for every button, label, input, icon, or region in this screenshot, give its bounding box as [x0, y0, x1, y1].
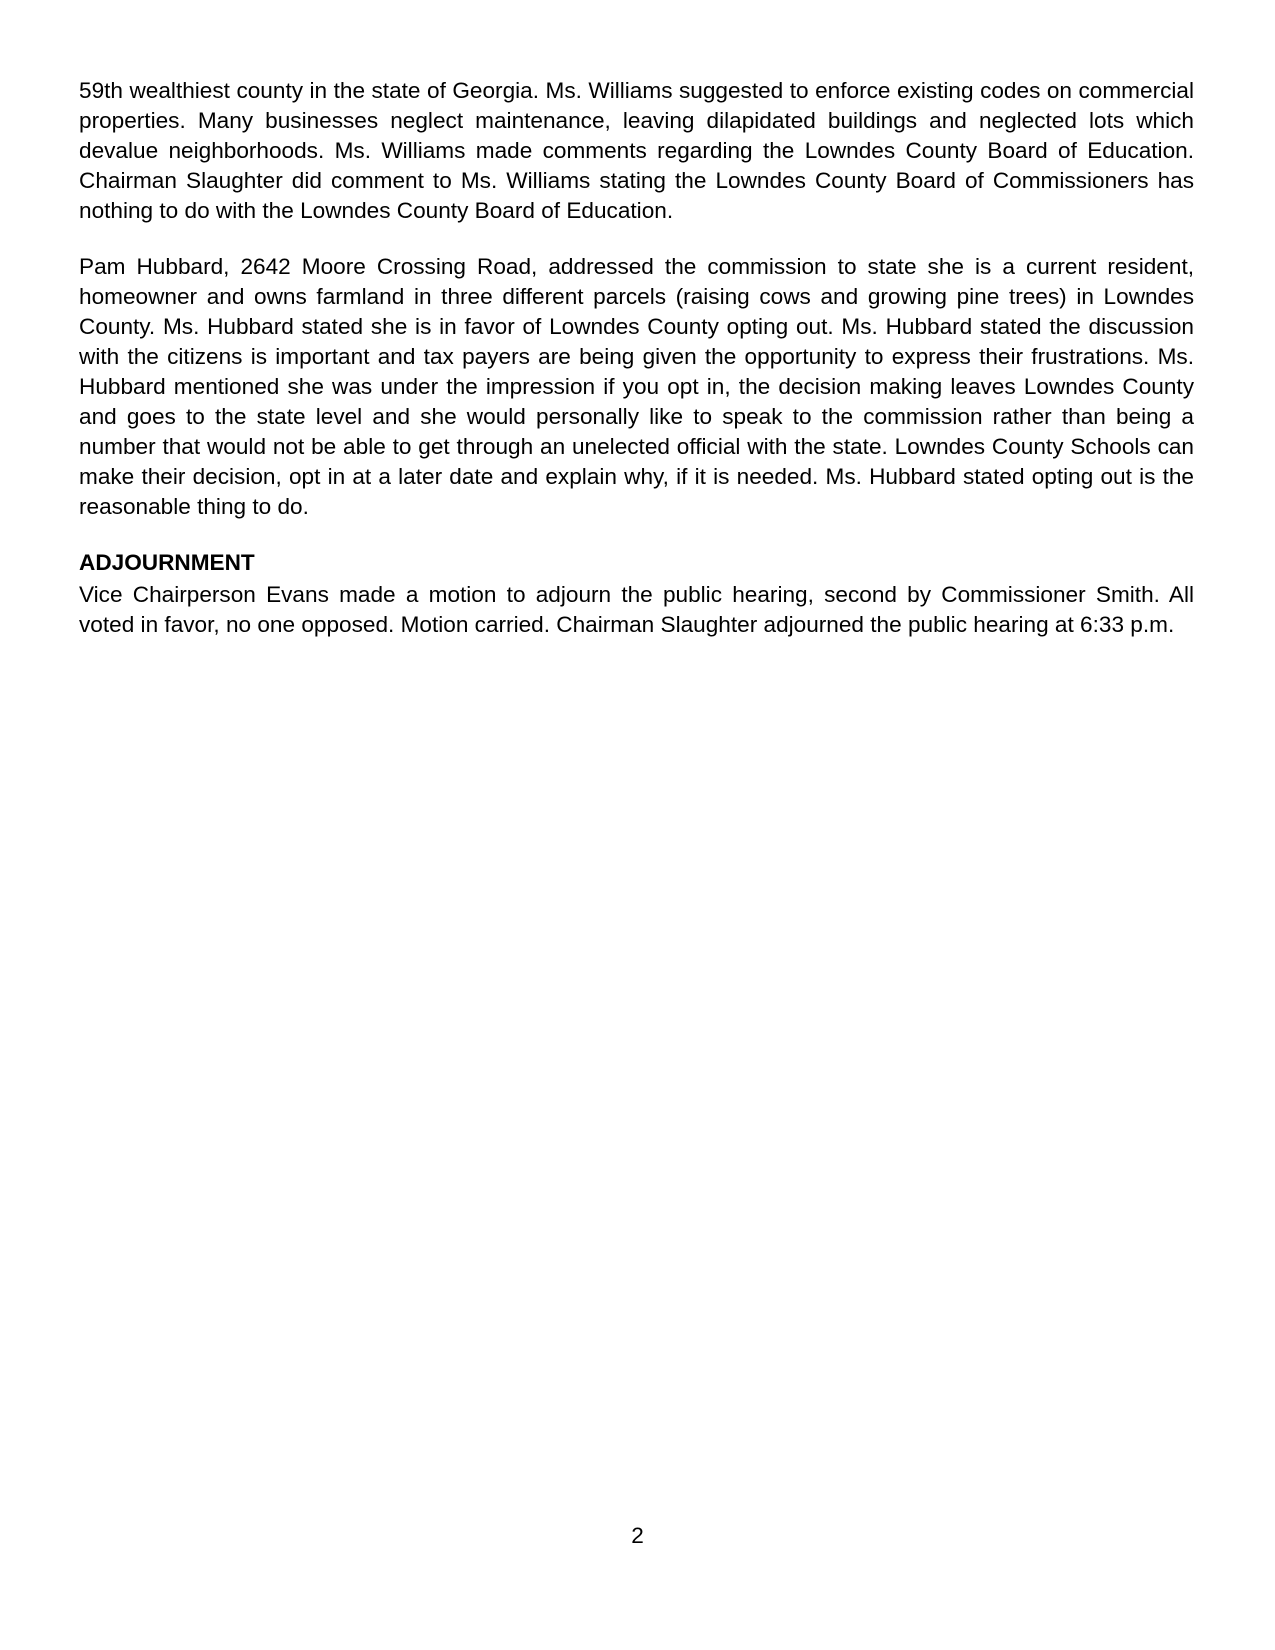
paragraph-williams-comments: 59th wealthiest county in the state of Georgia. Ms. Williams suggested to enforce existing codes on commercial properties. Many businesses neglect maintenance, leaving dilapidated buildings and neglected lots which devalue neighborhoods. Ms. Williams made comments regarding the Lowndes County Board of Education. Chairman Slaughter did comment to Ms. Williams stating the Lowndes County Board of Commissioners has nothing to do with the Lowndes County Board of Education.: [79, 78, 1194, 223]
section-heading-adjournment: ADJOURNMENT: [79, 550, 255, 575]
page-number: 2: [631, 1523, 644, 1548]
paragraph-adjournment: Vice Chairperson Evans made a motion to adjourn the public hearing, second by Commissioner Smith. All voted in favor, no one opposed. Motion carried. Chairman Slaughter adjourned the public hearing at 6:33 p.m.: [79, 582, 1194, 637]
paragraph-hubbard-comments: Pam Hubbard, 2642 Moore Crossing Road, addressed the commission to state she is a current resident, homeowner and owns farmland in three different parcels (raising cows and growing pine trees) in Lowndes County. Ms. Hubbard stated she is in favor of Lowndes County opting out. Ms. Hubbard stated the discussion with the citizens is important and tax payers are being given the opportunity to express their frustrations. Ms. Hubbard mentioned she was under the impression if you opt in, the decision making leaves Lowndes County and goes to the state level and she would personally like to speak to the commission rather than being a number that would not be able to get through an unelected official with the state. Lowndes County Schools can make their decision, opt in at a later date and explain why, if it is needed. Ms. Hubbard stated opting out is the reasonable thing to do.: [79, 254, 1194, 519]
document-body: [79, 76, 1194, 640]
